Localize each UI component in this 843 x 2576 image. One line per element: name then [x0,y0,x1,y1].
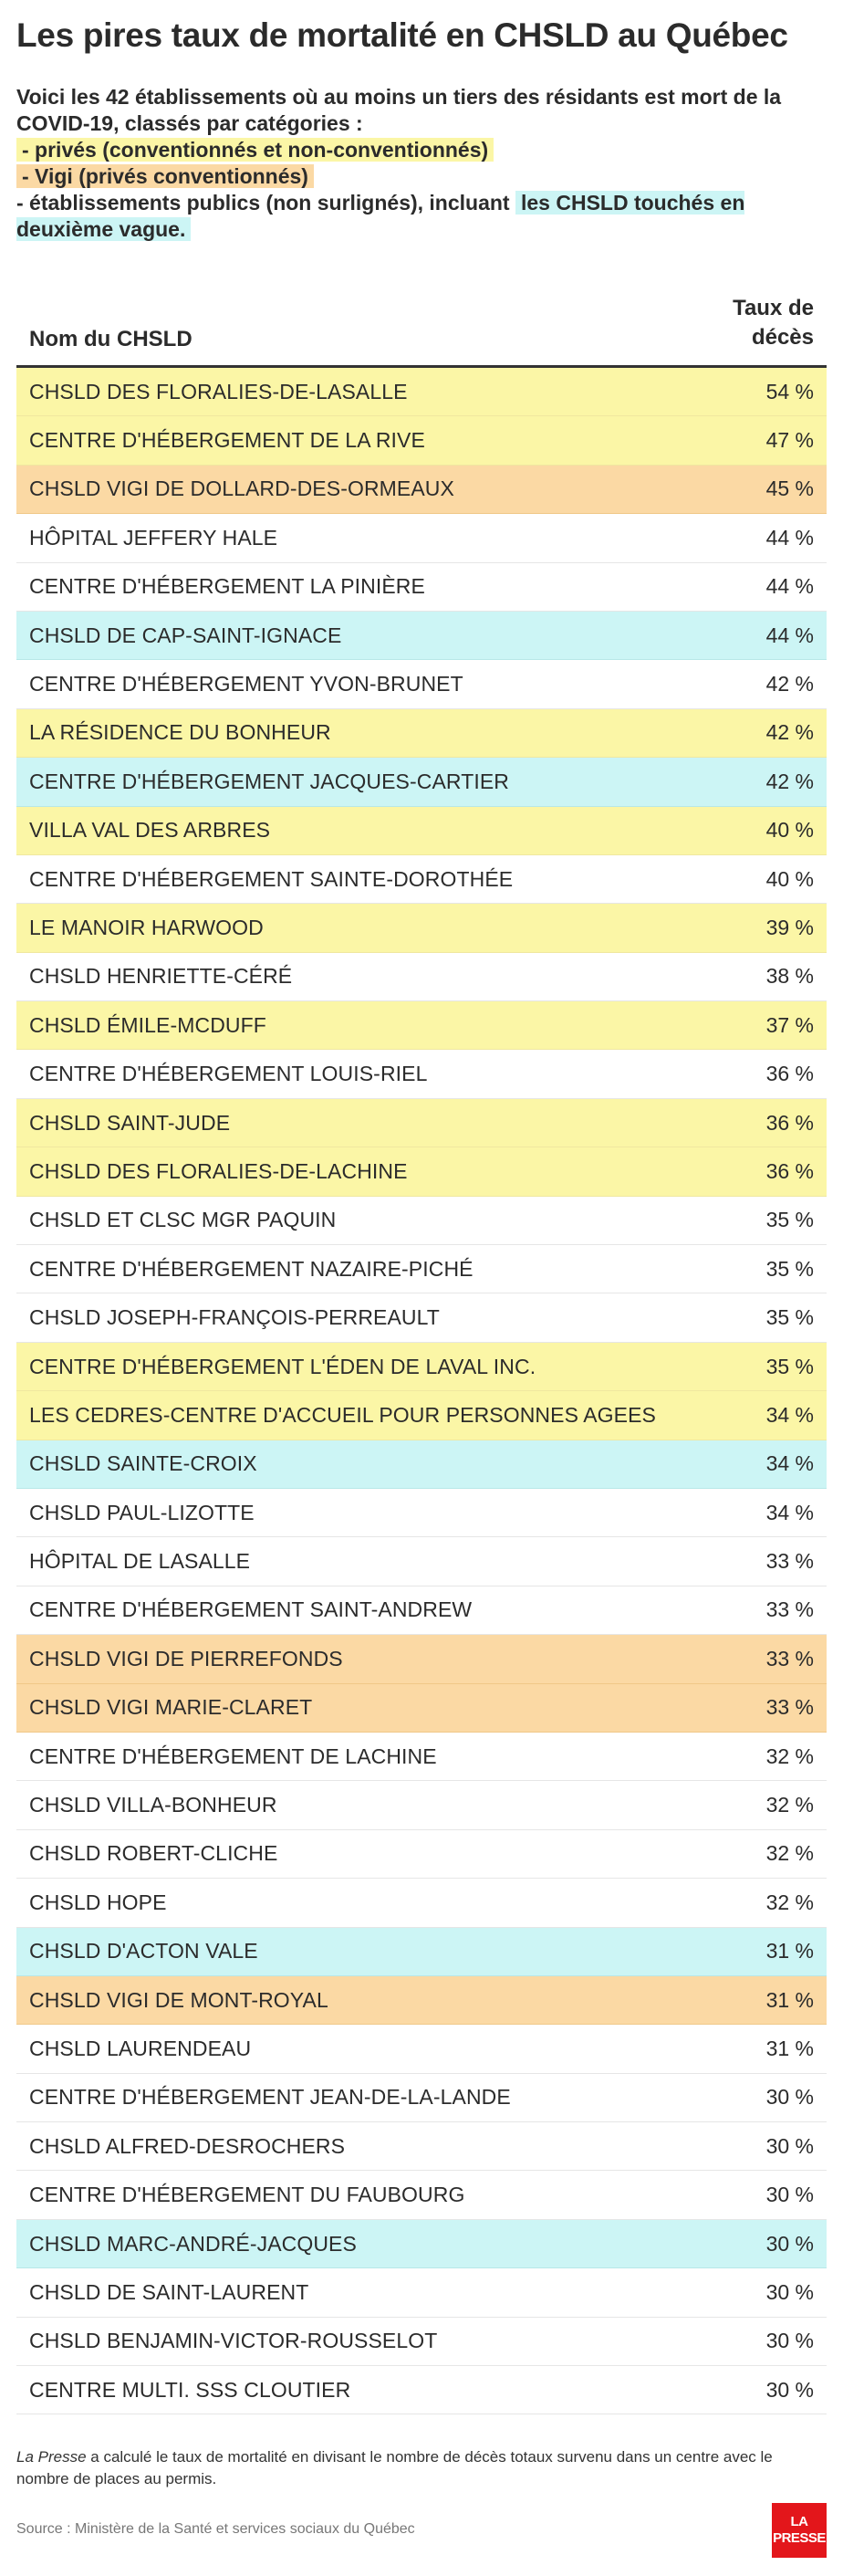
row-name: CENTRE MULTI. SSS CLOUTIER [29,2377,351,2402]
row-name: CHSLD SAINTE-CROIX [29,1451,257,1476]
row-rate: 33 % [765,1597,814,1622]
table-row [16,2220,827,2268]
table-row [16,1879,827,1927]
column-header-rate [713,294,814,352]
table-row [16,904,827,952]
la-presse-logo [772,2503,827,2558]
row-name: CENTRE D'HÉBERGEMENT LA PINIÈRE [29,574,425,599]
row-rate: 45 % [765,476,814,501]
row-name: CENTRE D'HÉBERGEMENT DE LA RIVE [29,428,425,453]
row-rate: 44 % [765,574,814,599]
table-row [16,2366,827,2414]
row-rate: 40 % [765,818,814,843]
note-publication: La Presse [16,2448,87,2466]
row-name: HÔPITAL JEFFERY HALE [29,525,278,550]
row-rate: 33 % [765,1695,814,1720]
row-name: CENTRE D'HÉBERGEMENT LOUIS-RIEL [29,1062,428,1086]
row-rate: 36 % [765,1110,814,1135]
legend-deuxieme-vague: les CHSLD touchés en deuxième vague. [16,191,745,241]
row-rate: 35 % [765,1354,814,1378]
row-rate: 30 % [765,2329,814,2353]
table-row [16,1928,827,1976]
table-row [16,2171,827,2219]
table-row [16,1684,827,1733]
table-row [16,612,827,660]
table-row [16,514,827,562]
table-row [16,1391,827,1440]
source-line: Source : Ministère de la Santé et services sociaux du Québec [16,2521,415,2537]
row-name: CHSLD MARC-ANDRÉ-JACQUES [29,2231,357,2256]
table-row [16,855,827,904]
row-rate: 30 % [765,2183,814,2207]
row-rate: 30 % [765,2279,814,2304]
row-rate: 36 % [765,1158,814,1183]
row-name: CENTRE D'HÉBERGEMENT JACQUES-CARTIER [29,769,509,793]
table-row [16,2025,827,2073]
row-rate: 38 % [765,964,814,989]
table-row [16,466,827,514]
row-rate: 32 % [765,1841,814,1866]
row-name: HÔPITAL DE LASALLE [29,1549,251,1574]
row-rate: 34 % [765,1500,814,1524]
row-name: CHSLD BENJAMIN-VICTOR-ROUSSELOT [29,2329,438,2353]
row-name: LE MANOIR HARWOOD [29,915,264,939]
table-row [16,758,827,806]
row-name: CHSLD LAURENDEAU [29,2036,252,2060]
column-header-name: Nom du CHSLD [29,327,193,351]
table-row [16,1733,827,1781]
row-name: CHSLD ET CLSC MGR PAQUIN [29,1208,337,1232]
row-rate: 32 % [765,1744,814,1768]
row-name: CENTRE D'HÉBERGEMENT DU FAUBOURG [29,2183,465,2207]
row-rate: 32 % [765,1890,814,1914]
row-rate: 33 % [765,1646,814,1670]
table-row [16,709,827,758]
row-name: CHSLD VIGI DE PIERREFONDS [29,1646,343,1670]
table-row [16,416,827,465]
row-rate: 30 % [765,2377,814,2402]
row-rate: 32 % [765,1793,814,1817]
table-row [16,1830,827,1879]
table-header [16,290,827,368]
row-name: CENTRE D'HÉBERGEMENT SAINTE-DOROTHÉE [29,866,514,891]
table-body [16,368,827,2414]
intro-line: Voici les 42 établissements où au moins un tiers des résidants est mort de la COVID-19, classés par catégories : [16,85,782,135]
column-header-rate-line2: décès [751,325,814,350]
page-title: Les pires taux de mortalité en CHSLD au Québec [16,16,788,54]
table-row [16,1489,827,1537]
legend-vigi: - Vigi (privés conventionnés) [16,164,314,188]
row-rate: 31 % [765,1939,814,1963]
row-name: CHSLD SAINT-JUDE [29,1110,231,1135]
table-row [16,1635,827,1683]
row-rate: 44 % [765,623,814,647]
row-name: VILLA VAL DES ARBRES [29,818,271,843]
methodology-note [16,2446,819,2490]
table-row [16,953,827,1001]
table-row [16,1343,827,1391]
row-rate: 35 % [765,1256,814,1281]
row-name: LES CEDRES-CENTRE D'ACCUEIL POUR PERSONNES AGEES [29,1402,656,1427]
row-rate: 39 % [765,915,814,939]
row-name: CHSLD VIGI DE DOLLARD-DES-ORMEAUX [29,476,454,501]
column-header-rate-line1: Taux de [733,296,814,320]
row-rate: 42 % [765,672,814,696]
row-name: CHSLD DES FLORALIES-DE-LASALLE [29,379,408,403]
row-rate: 37 % [765,1012,814,1037]
table-row [16,807,827,855]
table-row [16,2074,827,2122]
row-name: CHSLD PAUL-LIZOTTE [29,1500,255,1524]
table-row [16,1293,827,1342]
row-name: CENTRE D'HÉBERGEMENT L'ÉDEN DE LAVAL INC. [29,1354,536,1378]
row-rate: 44 % [765,525,814,550]
table-row [16,368,827,416]
table-row [16,1440,827,1489]
row-name: CENTRE D'HÉBERGEMENT YVON-BRUNET [29,672,463,696]
row-name: CHSLD JOSEPH-FRANÇOIS-PERREAULT [29,1305,440,1330]
table-row [16,1050,827,1098]
row-rate: 54 % [765,379,814,403]
table-row [16,660,827,708]
legend-publics: - établissements publics (non surlignés), incluant [16,191,510,215]
table-row [16,1001,827,1050]
row-rate: 30 % [765,2231,814,2256]
row-rate: 33 % [765,1549,814,1574]
table-row [16,1537,827,1586]
table-row [16,2318,827,2366]
row-name: CHSLD ROBERT-CLICHE [29,1841,278,1866]
row-name: CHSLD D'ACTON VALE [29,1939,258,1963]
row-name: CHSLD ALFRED-DESROCHERS [29,2133,346,2158]
table-row [16,1586,827,1635]
row-name: CENTRE D'HÉBERGEMENT SAINT-ANDREW [29,1597,473,1622]
row-name: CENTRE D'HÉBERGEMENT DE LACHINE [29,1744,437,1768]
row-rate: 47 % [765,428,814,453]
legend-prives: - privés (conventionnés et non-conventionnés) [16,138,494,162]
row-name: CHSLD VILLA-BONHEUR [29,1793,277,1817]
row-rate: 40 % [765,866,814,891]
logo-line1: LA [790,2514,808,2529]
note-text: a calculé le taux de mortalité en divisant le nombre de décès totaux survenu dans un centre avec le nombre de places au permis. [16,2448,773,2487]
row-name: CENTRE D'HÉBERGEMENT JEAN-DE-LA-LANDE [29,2085,511,2110]
table-row [16,563,827,612]
row-rate: 34 % [765,1451,814,1476]
intro-text [16,84,819,243]
table-row [16,1197,827,1245]
table-row [16,1099,827,1147]
logo-line2: PRESSE [773,2530,826,2546]
row-rate: 31 % [765,1987,814,2012]
row-rate: 42 % [765,720,814,745]
row-rate: 35 % [765,1305,814,1330]
row-rate: 42 % [765,769,814,793]
row-rate: 30 % [765,2133,814,2158]
table-row [16,1781,827,1829]
table-row [16,1976,827,2025]
row-rate: 34 % [765,1402,814,1427]
row-rate: 31 % [765,2036,814,2060]
row-name: CHSLD HOPE [29,1890,167,1914]
table-row [16,1245,827,1293]
table-row [16,2122,827,2171]
row-name: CHSLD HENRIETTE-CÉRÉ [29,964,293,989]
row-rate: 35 % [765,1208,814,1232]
row-rate: 30 % [765,2085,814,2110]
row-name: CENTRE D'HÉBERGEMENT NAZAIRE-PICHÉ [29,1256,474,1281]
row-name: CHSLD ÉMILE-MCDUFF [29,1012,266,1037]
row-name: CHSLD VIGI MARIE-CLARET [29,1695,313,1720]
row-name: CHSLD DE SAINT-LAURENT [29,2279,309,2304]
row-name: CHSLD DES FLORALIES-DE-LACHINE [29,1158,408,1183]
table-row [16,2268,827,2317]
row-rate: 36 % [765,1062,814,1086]
row-name: CHSLD VIGI DE MONT-ROYAL [29,1987,328,2012]
row-name: CHSLD DE CAP-SAINT-IGNACE [29,623,342,647]
row-name: LA RÉSIDENCE DU BONHEUR [29,720,331,745]
table-row [16,1147,827,1196]
